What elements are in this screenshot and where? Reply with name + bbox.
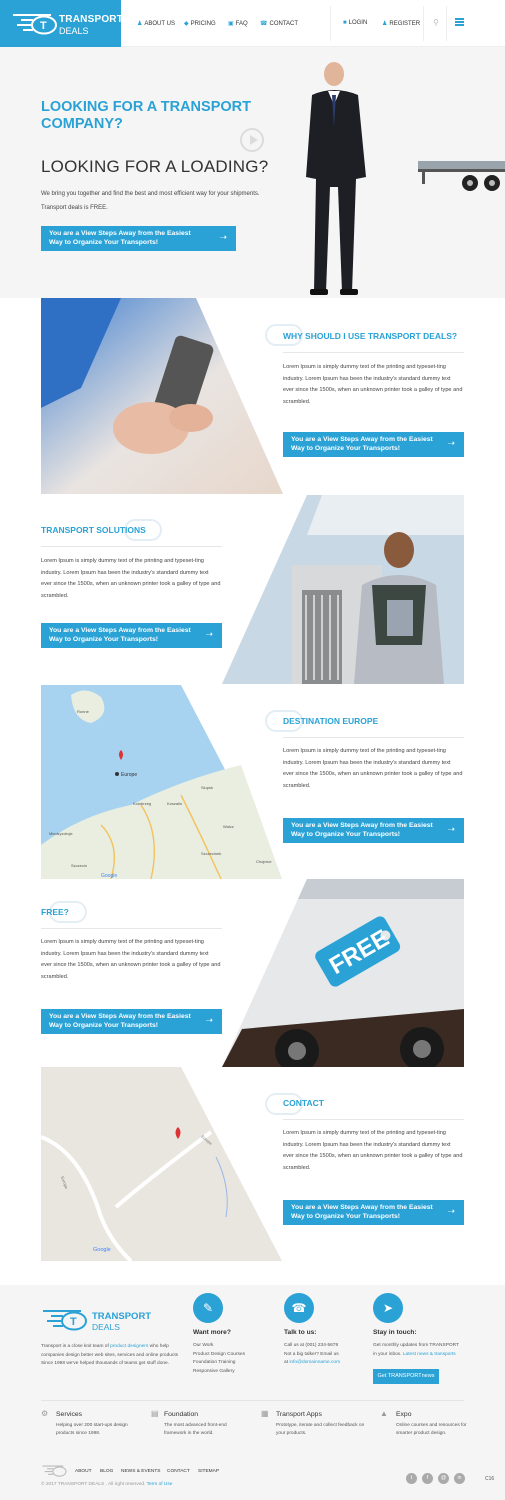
pencil-icon: ✎ [193,1293,223,1323]
footer-divider [41,1400,464,1401]
europe-section [0,684,505,879]
hero-subtitle: LOOKING FOR A LOADING? [41,157,269,176]
bottom-text: Online courses and resources for smarter product design. [396,1423,467,1436]
gears-icon: ⚙ [41,1409,49,1418]
europe-map[interactable] [41,685,282,879]
user-plus-icon: ♟ [382,21,388,27]
login-label: LOGIN [348,20,368,26]
bottom-title: Transport Apps [276,1411,322,1418]
group-icon: ♟ [137,21,143,27]
section-title: CONTACT [283,1098,324,1108]
want-more-title: Want more? [193,1329,231,1336]
svg-text:T: T [40,20,47,32]
footer-link[interactable]: Product Design Courses [193,1351,245,1357]
talk-text: at [284,1360,289,1365]
title-underline [283,352,464,353]
phone-icon: ☎ [260,21,268,27]
footer-brand-name: TRANSPORT [92,1311,152,1322]
stay-text: Get monthly updates from TRANSPORT [373,1343,459,1348]
phone-icon: ☎ [284,1293,314,1323]
contact-map[interactable] [41,1067,282,1261]
about-link[interactable]: product designers [110,1344,149,1349]
register-label: REGISTER [389,21,421,27]
bottom-title: Expo [396,1411,412,1418]
graduation-icon: ▲ [380,1409,388,1418]
stay-text: in your inbox. [373,1351,402,1357]
footer-link[interactable]: Our Work [193,1343,214,1348]
section-title: WHY SHOULD I USE TRANSPORT DEALS? [283,331,458,341]
map-place: Kolobrzeg [133,801,152,806]
nav-pricing[interactable] [184,20,216,27]
svg-text:T: T [70,1316,77,1328]
bottom-text: Prototype, iterate and collect feedback on your products. [276,1423,365,1436]
hero-text-free: Transport deals is FREE. [41,205,108,211]
section-cta-button[interactable] [283,818,464,843]
newsletter-button[interactable]: Get TRANSPORTnews [373,1369,439,1384]
arrow-right-icon: ➝ [205,629,213,639]
nav-label: ABOUT US [144,21,175,27]
cta-label: You are a View Steps Away from the Easiest Way to Organize Your Transports! [291,1204,433,1220]
divider [446,6,447,41]
arrow-right-icon: ➝ [219,232,227,242]
stay-info [373,1342,473,1359]
section-text: Lorem Ipsum is simply dummy text of the printing and typeset-ting industry. Lorem Ipsum has been the industry's standard dummy text ever since the 1500s, when an unknown printer took a galley of type and scrambled. [283,364,463,405]
footer-small-logo-icon [41,1465,67,1477]
hero-text: We bring you together and find the best and most efficient way for your shipments. [41,191,260,197]
about-text: who help companies design better web sites, services and online products Since 1998 we've helped thousands of teams get stuff done. [41,1344,179,1366]
footer-nav-contact[interactable]: CONTACT [167,1469,190,1474]
section-text: Lorem Ipsum is simply dummy text of the printing and typeset-ting industry. Lorem Ipsum has been the industry's standard dummy text ever since the 1500s, when an unknown printer took a galley of type and scrambled. [283,748,463,789]
title-underline [283,1119,464,1120]
section-cta-button[interactable] [283,432,464,457]
bottom-title: Foundation [164,1411,199,1418]
stay-title: Stay in touch: [373,1329,417,1336]
arrow-right-icon: ➝ [447,824,455,834]
map-place: Szczecin [71,863,88,868]
divider [330,6,331,41]
arrow-right-icon: ➝ [447,1206,455,1216]
facebook-icon[interactable]: f [422,1473,433,1484]
footer-brand-subname: DEALS [92,1322,120,1332]
free-truck-image [222,879,464,1067]
hero-section [0,47,505,298]
nav-label: PRICING [190,21,216,27]
title-underline [283,737,464,738]
brand-subname: DEALS [59,26,89,36]
map-pin-label: Europe [121,772,138,778]
bottom-text: The most advanced front-end framework in the world. [164,1423,227,1436]
hero-title: LOOKING FOR A TRANSPORT COMPANY? [41,99,251,132]
footer-nav-blog[interactable]: BLOG [100,1469,114,1474]
talk-text: Not a big talker? Email us [284,1351,339,1357]
nav-label: CONTACT [269,21,299,27]
divider [423,6,424,41]
cta-label: You are a View Steps Away from the Easiest Way to Organize Your Transports! [49,230,191,246]
search-icon[interactable]: ⚲ [433,18,439,27]
footer-about [41,1343,181,1369]
road-label: Europe [200,1133,214,1147]
nav-contact[interactable] [260,20,298,27]
solutions-section [0,495,505,684]
news-link[interactable]: Latest news & transports [402,1351,456,1357]
tag-icon: ◆ [184,21,189,27]
logo-mark-icon [11,13,57,35]
section-text: Lorem Ipsum is simply dummy text of the printing and typeset-ting industry. Lorem Ipsum has been the industry's standard dummy text ever since the 1500s, when an unknown printer took a galley of type and scrambled. [283,1130,463,1171]
title-underline [41,546,222,547]
map-place: Ronne [77,709,89,714]
phone-hands-image [41,298,283,494]
trailer-image [410,149,505,199]
free-section [0,879,505,1067]
map-place: Koszalin [167,801,183,806]
cta-label: You are a View Steps Away from the Easiest Way to Organize Your Transports! [291,436,433,452]
section-title: DESTINATION EUROPE [283,716,379,726]
footer-nav-sitemap[interactable]: SITEMAP [198,1469,220,1474]
truck-driver-image [222,495,464,684]
section-text: Lorem Ipsum is simply dummy text of the printing and typeset-ting industry. Lorem Ipsum has been the industry's standard dummy text ever since the 1500s, when an unknown printer took a galley of type and scrambled. [41,558,221,599]
footer-nav-news[interactable]: NEWS & EVENTS [121,1469,161,1474]
map-attribution: Google [101,873,118,879]
map-attribution: Google [93,1247,111,1253]
lock-icon: ■ [343,20,347,26]
about-text: Transport is a close knit team of [41,1344,109,1349]
email-link[interactable]: info@domainname.com [289,1360,341,1365]
site-header [0,0,505,47]
paper-plane-icon: ➤ [373,1293,403,1323]
section-cta-button[interactable] [41,623,222,648]
terms-link[interactable]: Term of Use [146,1482,173,1487]
hero-cta-button[interactable] [41,226,236,251]
cta-label: You are a View Steps Away from the Easiest Way to Organize Your Transports! [49,1013,191,1029]
truck-icon: ▦ [261,1409,269,1418]
play-video-icon[interactable] [240,128,264,152]
footer-nav-about[interactable]: ABOUT [75,1469,92,1474]
footer-link[interactable]: Foundation Training [193,1360,236,1365]
arrow-right-icon: ➝ [205,1015,213,1025]
register-link[interactable] [382,20,420,27]
title-underline [41,928,222,929]
twitter-icon[interactable]: t [406,1473,417,1484]
section-title: FREE? [41,907,69,917]
businessman-image [300,57,380,297]
email-icon[interactable]: @ [438,1473,449,1484]
why-section [0,298,505,495]
copyright-text: © 2017 TRANSPORT DEALS . All right reserved. [41,1482,146,1487]
map-place: Slupsk [201,785,214,790]
map-place: Walcz [223,824,234,829]
menu-icon[interactable] [455,18,464,26]
section-title: TRANSPORT SOLUTIONS [41,525,146,535]
section-cta-button[interactable] [41,1009,222,1034]
copyright [41,1482,172,1487]
free-tag-text: FREE [324,924,394,980]
road-label: Europe [60,1175,70,1190]
cta-label: You are a View Steps Away from the Easiest Way to Organize Your Transports! [291,822,433,838]
talk-title: Talk to us: [284,1329,317,1336]
want-more-list [193,1342,273,1376]
chat-icon: ▣ [228,21,234,27]
document-icon: ▤ [151,1409,159,1418]
footer-link[interactable]: Responsive Gallery [193,1368,235,1374]
map-place: Miedzyzdroje [49,831,73,836]
section-text: Lorem Ipsum is simply dummy text of the printing and typeset-ting industry. Lorem Ipsum has been the industry's standard dummy text ever since the 1500s, when an unknown printer took a galley of type and scrambled. [41,939,221,980]
brand-logo[interactable] [0,0,124,47]
bottom-text: Helping over 200 start-ups design products since 1998. [56,1423,128,1436]
version-label: C16 [485,1476,495,1482]
footer-logo-mark-icon [41,1309,87,1331]
brand-name: TRANSPORT [59,14,124,25]
cta-label: You are a View Steps Away from the Easiest Way to Organize Your Transports! [49,627,191,643]
talk-phone: Call us at (001) 234-5678 [284,1343,339,1348]
nav-label: FAQ [235,21,248,27]
contact-section [0,1067,505,1263]
bottom-title: Services [56,1411,83,1418]
linkedin-icon[interactable]: in [454,1473,465,1484]
nav-about-us[interactable] [137,20,175,27]
login-link[interactable] [343,20,367,26]
talk-info [284,1342,364,1368]
section-cta-button[interactable] [283,1200,464,1225]
arrow-right-icon: ➝ [447,438,455,448]
map-place: Chojnice [256,859,272,864]
nav-faq[interactable] [228,20,248,27]
map-place: Szczecinek [201,851,222,856]
